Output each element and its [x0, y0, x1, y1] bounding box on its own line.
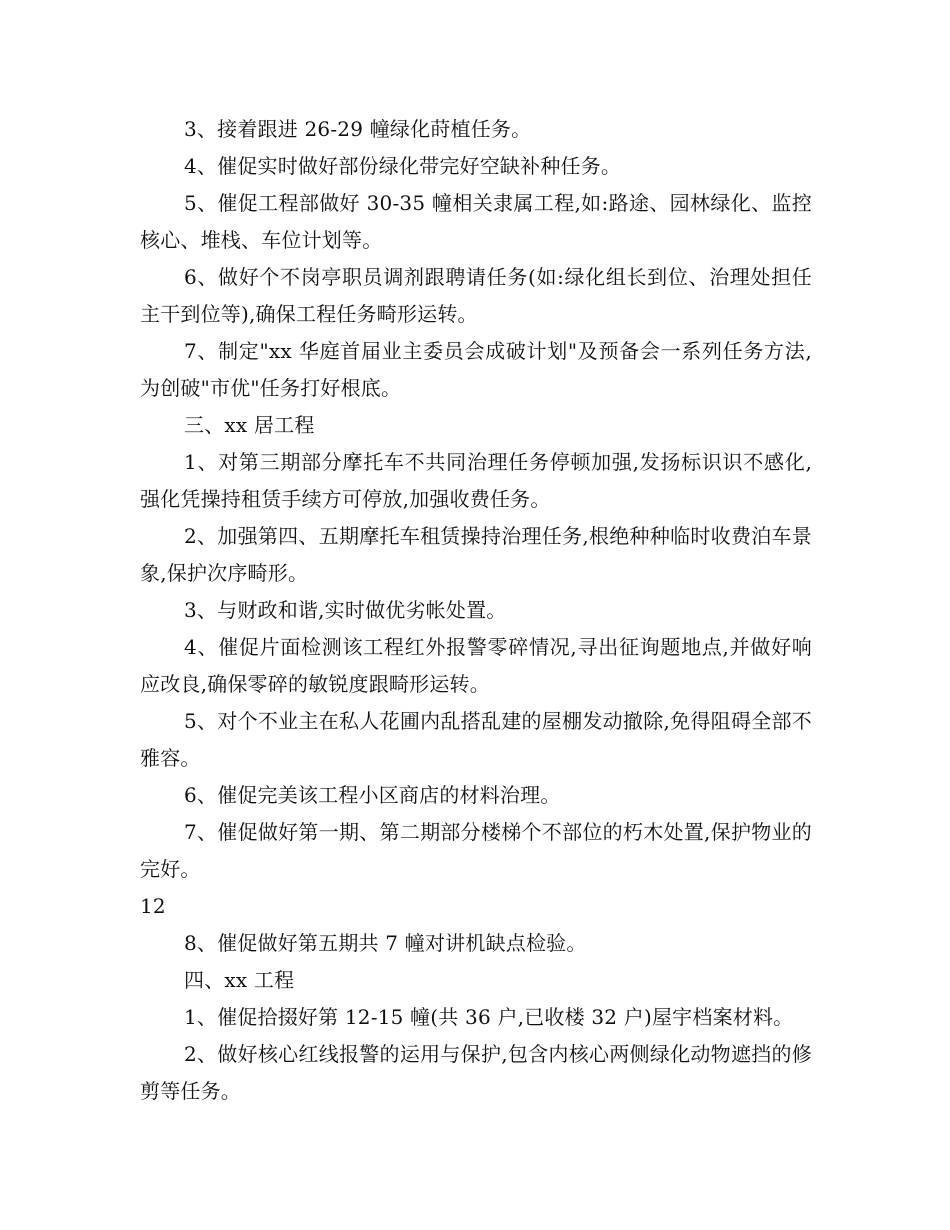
paragraph: 4、催促片面检测该工程红外报警零碎情况,寻出征询题地点,并做好响应改良,确保零碎的敏锐度跟畸形运转。 — [140, 635, 812, 696]
paragraph: 6、做好个不岗亭职员调剂跟聘请任务(如:绿化组长到位、治理处担任主干到位等),确保工程任务畸形运转。 — [140, 265, 812, 326]
paragraph: 2、加强第四、五期摩托车租赁操持治理任务,根绝种种临时收费泊车景象,保护次序畸形。 — [140, 524, 812, 585]
paragraph: 7、催促做好第一期、第二期部分楼梯个不部位的朽木处置,保护物业的完好。 — [140, 820, 812, 881]
paragraph: 3、接着跟进 26-29 幢绿化莳植任务。 — [184, 117, 532, 141]
paragraph: 5、催促工程部做好 30-35 幢相关隶属工程,如:路途、园林绿化、监控核心、堆栈、车位计划等。 — [140, 191, 812, 252]
page-number: 12 — [140, 894, 166, 918]
paragraph: 7、制定"xx 华庭首届业主委员会成破计划"及预备会一系列任务方法,为创破"市优"任务打好根底。 — [140, 339, 812, 400]
paragraph: 8、催促做好第五期共 7 幢对讲机缺点检验。 — [184, 931, 587, 955]
section-heading: 四、xx 工程 — [184, 968, 295, 992]
paragraph: 1、催促拾掇好第 12-15 幢(共 36 户,已收楼 32 户)屋宇档案材料。 — [184, 1005, 794, 1029]
paragraph: 4、催促实时做好部份绿化带完好空缺补种任务。 — [184, 154, 622, 178]
paragraph: 6、催促完美该工程小区商店的材料治理。 — [184, 783, 561, 807]
paragraph: 3、与财政和谐,实时做优劣帐处置。 — [184, 598, 507, 622]
paragraph: 1、对第三期部分摩托车不共同治理任务停顿加强,发扬标识识不感化,强化凭操持租赁手续方可停放,加强收费任务。 — [140, 450, 812, 511]
section-heading: 三、xx 居工程 — [184, 413, 315, 437]
paragraph: 2、做好核心红线报警的运用与保护,包含内核心两侧绿化动物遮挡的修剪等任务。 — [140, 1042, 812, 1103]
paragraph: 5、对个不业主在私人花圃内乱搭乱建的屋棚发动撤除,免得阻碍全部不雅容。 — [140, 709, 812, 770]
document-body — [140, 111, 812, 1110]
